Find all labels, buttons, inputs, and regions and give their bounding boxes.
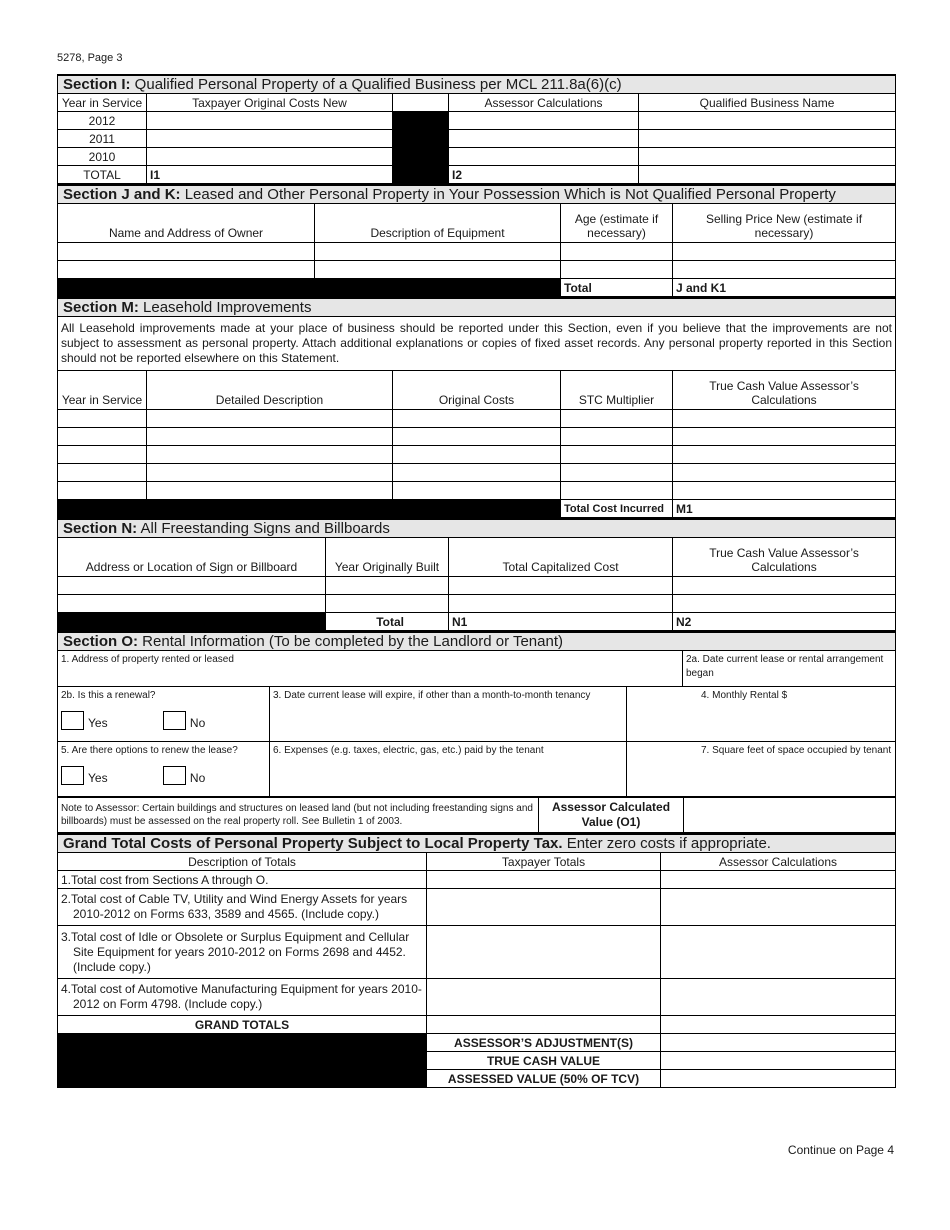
n-address-field[interactable] [58, 595, 326, 613]
m-tcv-field[interactable] [673, 464, 896, 482]
n1-total-field[interactable]: N1 [449, 613, 673, 631]
n-cost-field[interactable] [449, 577, 673, 595]
section-o-table [57, 631, 896, 797]
total-row-2-label: 2.Total cost of Cable TV, Utility and Wind Energy Assets for years 2010-2012 on Forms 633, 3589 and 4565. (Include copy.) [58, 889, 427, 926]
section-n-title: Section N: All Freestanding Signs and Billboards [58, 519, 896, 538]
section-o-title: Section O: Rental Information (To be completed by the Landlord or Tenant) [58, 632, 896, 651]
taxpayer-total-4-field[interactable] [427, 979, 661, 1016]
taxpayer-total-3-field[interactable] [427, 926, 661, 979]
m-stc-field[interactable] [561, 410, 673, 428]
m-year-field[interactable] [58, 428, 147, 446]
col-selling-price: Selling Price New (estimate if necessary) [673, 204, 896, 243]
true-cash-value-label: TRUE CASH VALUE [427, 1052, 661, 1070]
year-2010: 2010 [58, 148, 147, 166]
grand-total-table [57, 833, 896, 1088]
m-stc-field[interactable] [561, 464, 673, 482]
assessor-adjustments-label: ASSESSOR’S ADJUSTMENT(S) [427, 1034, 661, 1052]
true-cash-value-field[interactable] [661, 1052, 896, 1070]
tenant-expenses-field[interactable]: 6. Expenses (e.g. taxes, electric, gas, etc.) paid by the tenant [270, 742, 627, 797]
n2-total-field[interactable]: N2 [673, 613, 896, 631]
col-true-cash-value: True Cash Value Assessor’s Calculations [673, 538, 896, 577]
m-stc-field[interactable] [561, 446, 673, 464]
monthly-rental-field[interactable]: 4. Monthly Rental $ [627, 687, 896, 742]
taxpayer-total-2-field[interactable] [427, 889, 661, 926]
owner-field[interactable] [58, 261, 315, 279]
assessed-value-field[interactable] [661, 1070, 896, 1088]
col-assessor-calculations: Assessor Calculations [661, 853, 896, 871]
assessor-calc-2010-field[interactable] [449, 148, 639, 166]
n-year-field[interactable] [326, 577, 449, 595]
lease-expire-date-field[interactable]: 3. Date current lease will expire, if other than a month-to-month tenancy [270, 687, 627, 742]
m-tcv-field[interactable] [673, 446, 896, 464]
col-qualified-business-name: Qualified Business Name [639, 94, 896, 112]
taxpayer-cost-2010-field[interactable] [147, 148, 393, 166]
col-owner: Name and Address of Owner [58, 204, 315, 243]
equipment-field[interactable] [315, 261, 561, 279]
age-field[interactable] [561, 243, 673, 261]
col-stc-multiplier: STC Multiplier [561, 371, 673, 410]
grand-totals-label: GRAND TOTALS [58, 1016, 427, 1034]
m-tcv-field[interactable] [673, 428, 896, 446]
n-tcv-field[interactable] [673, 595, 896, 613]
total-i2-field[interactable]: I2 [449, 166, 639, 184]
assessed-value-label: ASSESSED VALUE (50% OF TCV) [427, 1070, 661, 1088]
grand-total-title: Grand Total Costs of Personal Property Subject to Local Property Tax. Enter zero costs if appropriate. [58, 834, 896, 853]
section-m-table [57, 297, 896, 518]
n-tcv-field[interactable] [673, 577, 896, 595]
section-n-table [57, 518, 896, 631]
m-cost-field[interactable] [393, 410, 561, 428]
col-original-costs: Original Costs [393, 371, 561, 410]
equipment-field[interactable] [315, 243, 561, 261]
n-cost-field[interactable] [449, 595, 673, 613]
assessor-calculated-value-field[interactable] [684, 798, 896, 833]
taxpayer-total-1-field[interactable] [427, 871, 661, 889]
section-m-instructions: All Leasehold improvements made at your place of business should be reported under this Section, even if you believe that the improvements are not subject to assessment as personal property. Attach additional explanations or copies of fixed asset records. Any personal property reported in this Section should not be reported elsewhere on this Statement. [58, 317, 896, 371]
no-label: No [189, 771, 206, 785]
section-i-table [57, 74, 896, 184]
col-equipment-description: Description of Equipment [315, 204, 561, 243]
assessor-adjustments-field[interactable] [661, 1034, 896, 1052]
renew-options-question: 5. Are there options to renew the lease? Yes No [58, 742, 270, 797]
year-2011: 2011 [58, 130, 147, 148]
options-no-checkbox[interactable] [163, 766, 186, 785]
square-feet-field[interactable]: 7. Square feet of space occupied by tenant [627, 742, 896, 797]
m-year-field[interactable] [58, 464, 147, 482]
m-stc-field[interactable] [561, 428, 673, 446]
taxpayer-cost-2012-field[interactable] [147, 112, 393, 130]
assessor-calc-2011-field[interactable] [449, 130, 639, 148]
m-tcv-field[interactable] [673, 410, 896, 428]
business-name-2011-field[interactable] [639, 130, 896, 148]
business-name-2012-field[interactable] [639, 112, 896, 130]
options-yes-checkbox[interactable] [61, 766, 84, 785]
renewal-question: 2b. Is this a renewal? Yes No [58, 687, 270, 742]
yes-label: Yes [88, 716, 108, 730]
m-desc-field[interactable] [147, 446, 393, 464]
n-total-label: Total [326, 613, 449, 631]
m-year-field[interactable] [58, 446, 147, 464]
business-name-2010-field[interactable] [639, 148, 896, 166]
assessor-total-4-field[interactable] [661, 979, 896, 1016]
total-i1-field[interactable]: I1 [147, 166, 393, 184]
taxpayer-grand-total-field[interactable] [427, 1016, 661, 1034]
year-2012: 2012 [58, 112, 147, 130]
rented-address-field[interactable]: 1. Address of property rented or leased [58, 651, 683, 687]
m-desc-field[interactable] [147, 482, 393, 500]
assessor-total-1-field[interactable] [661, 871, 896, 889]
price-field[interactable] [673, 261, 896, 279]
col-detailed-description: Detailed Description [147, 371, 393, 410]
col-capitalized-cost: Total Capitalized Cost [449, 538, 673, 577]
col-year-in-service: Year in Service [58, 371, 147, 410]
m-total-label: Total Cost Incurred [561, 500, 673, 518]
m1-total-field[interactable]: M1 [673, 500, 896, 518]
jk-total-label: Total [561, 279, 673, 297]
m-stc-field[interactable] [561, 482, 673, 500]
assessor-grand-total-field[interactable] [661, 1016, 896, 1034]
section-jk-title: Section J and K: Leased and Other Personal Property in Your Possession Which is Not Qualified Personal Property [58, 185, 896, 204]
n-year-field[interactable] [326, 595, 449, 613]
renewal-yes-checkbox[interactable] [61, 711, 84, 730]
assessor-note-table [57, 797, 896, 833]
col-age: Age (estimate if necessary) [561, 204, 673, 243]
m-cost-field[interactable] [393, 482, 561, 500]
m-desc-field[interactable] [147, 464, 393, 482]
m-cost-field[interactable] [393, 428, 561, 446]
n-address-field[interactable] [58, 577, 326, 595]
owner-field[interactable] [58, 243, 315, 261]
section-i-title: Section I: Qualified Personal Property of a Qualified Business per MCL 211.8a(6)(c) [58, 75, 896, 94]
col-taxpayer-totals: Taxpayer Totals [427, 853, 661, 871]
total-row-1-label: 1.Total cost from Sections A through O. [58, 871, 427, 889]
m-year-field[interactable] [58, 482, 147, 500]
col-taxpayer-original-costs: Taxpayer Original Costs New [147, 94, 393, 112]
yes-label: Yes [88, 771, 108, 785]
renewal-no-checkbox[interactable] [163, 711, 186, 730]
m-year-field[interactable] [58, 410, 147, 428]
col-assessor-calculations: Assessor Calculations [449, 94, 639, 112]
taxpayer-cost-2011-field[interactable] [147, 130, 393, 148]
total-label: TOTAL [58, 166, 147, 184]
assessor-calculated-value-label: Assessor Calculated Value (O1) [539, 798, 684, 833]
m-desc-field[interactable] [147, 410, 393, 428]
no-label: No [189, 716, 206, 730]
col-description-of-totals: Description of Totals [58, 853, 427, 871]
m-desc-field[interactable] [147, 428, 393, 446]
lease-begin-date-field[interactable]: 2a. Date current lease or rental arrangement began [683, 651, 896, 687]
m-cost-field[interactable] [393, 464, 561, 482]
continue-footer: Continue on Page 4 [787, 1143, 894, 1157]
section-jk-table [57, 184, 896, 297]
jk1-total-field[interactable]: J and K1 [673, 279, 896, 297]
property-statement-form [57, 74, 895, 1088]
col-sign-address: Address or Location of Sign or Billboard [58, 538, 326, 577]
total-row-4-label: 4.Total cost of Automotive Manufacturing Equipment for years 2010-2012 on Form 4798. (Include copy.) [58, 979, 427, 1016]
assessor-total-2-field[interactable] [661, 889, 896, 926]
col-year-in-service: Year in Service [58, 94, 147, 112]
assessor-calc-2012-field[interactable] [449, 112, 639, 130]
section-m-title: Section M: Leasehold Improvements [58, 298, 896, 317]
page-id: 5278, Page 3 [57, 52, 123, 64]
m-tcv-field[interactable] [673, 482, 896, 500]
assessor-total-3-field[interactable] [661, 926, 896, 979]
total-row-3-label: 3.Total cost of Idle or Obsolete or Surplus Equipment and Cellular Site Equipment for years 2010-2012 on Forms 2698 and 4452. (Include copy.) [58, 926, 427, 979]
assessor-note: Note to Assessor: Certain buildings and structures on leased land (but not including freestanding signs and billboards) must be assessed on the real property roll. See Bulletin 1 of 2003. [58, 798, 539, 833]
m-cost-field[interactable] [393, 446, 561, 464]
col-true-cash-value: True Cash Value Assessor’s Calculations [673, 371, 896, 410]
price-field[interactable] [673, 243, 896, 261]
age-field[interactable] [561, 261, 673, 279]
col-year-built: Year Originally Built [326, 538, 449, 577]
